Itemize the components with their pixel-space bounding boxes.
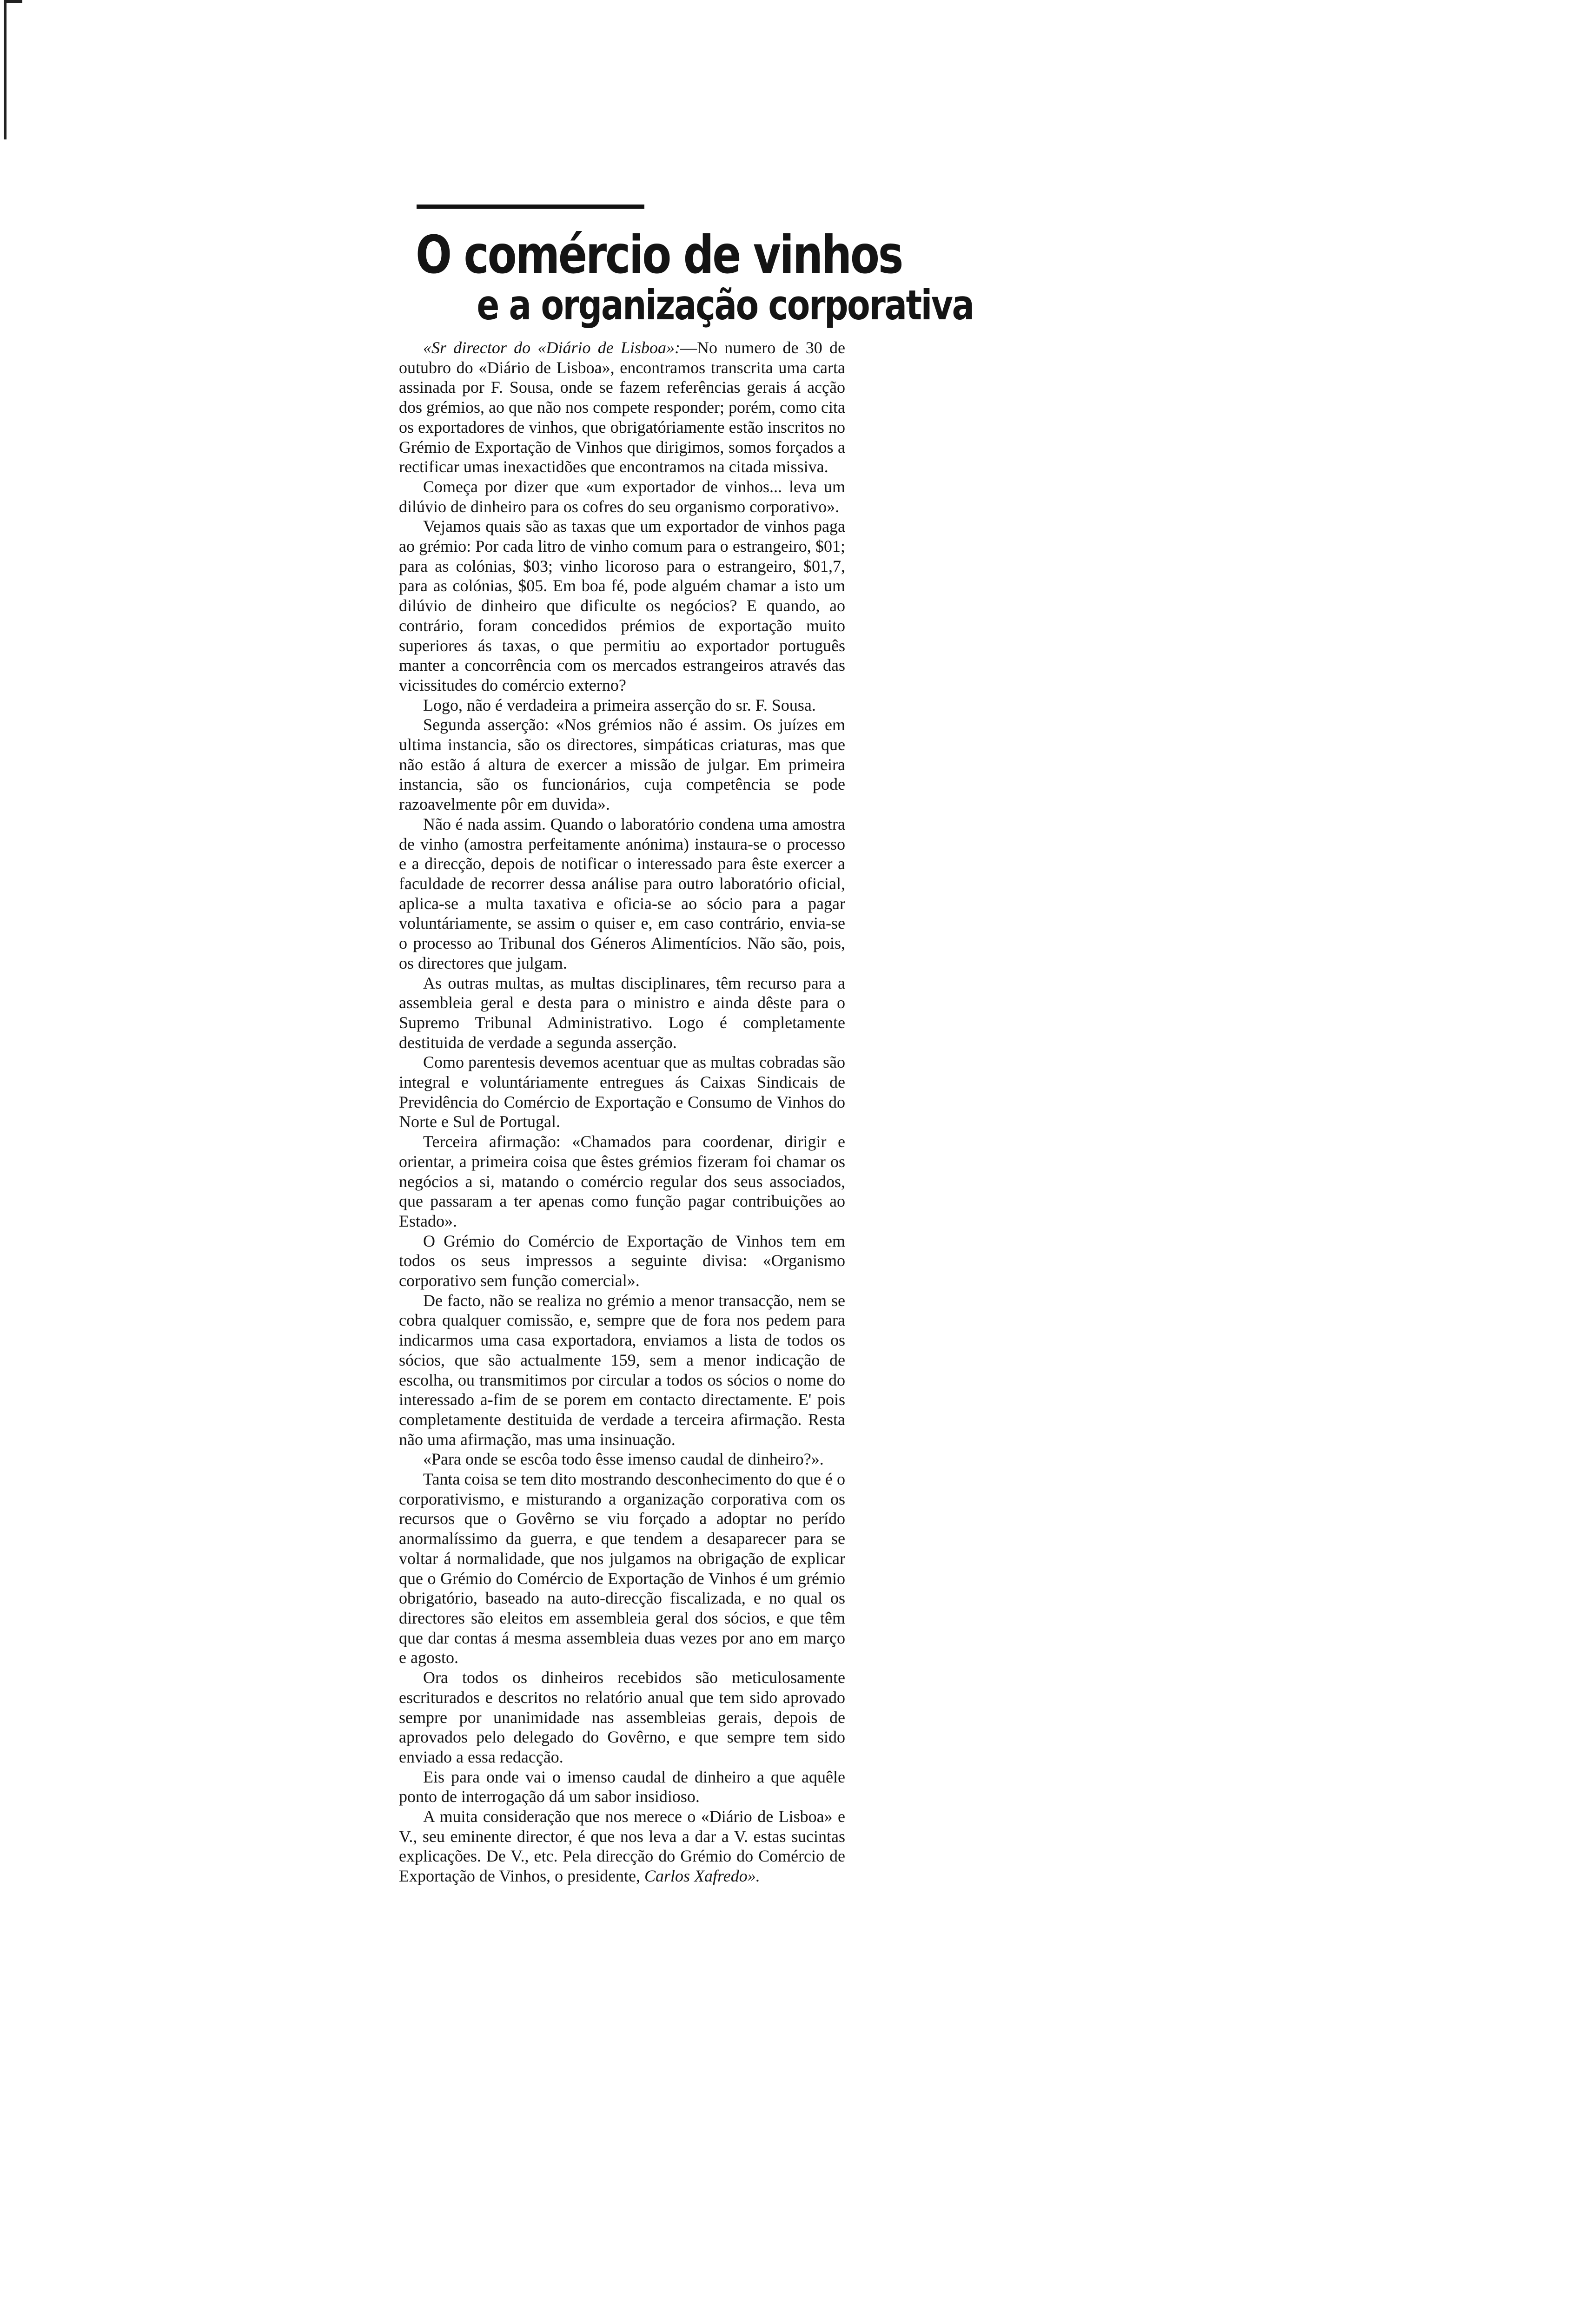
page-corner-mark [4, 0, 22, 3]
article-paragraph: Começa por dizer que «um exportador de vinhos... leva um dilúvio de dinheiro para os cofres do seu organismo corporativo». [399, 477, 845, 516]
article-paragraph [399, 1807, 845, 1886]
article-paragraph: «Para onde se escôa todo êsse imenso caudal de dinheiro?». [423, 1450, 824, 1469]
page-left-edge [4, 0, 7, 139]
article-paragraph [399, 338, 845, 477]
article-body [399, 338, 845, 1886]
article-paragraph: Logo, não é verdadeira a primeira asserção do sr. F. Sousa. [423, 695, 816, 714]
article-paragraph: Terceira afirmação: «Chamados para coordenar, dirigir e orientar, a primeira coisa que êstes grémios fizeram foi chamar os negócios a si, matando o comércio regular dos seus associados, que passaram a ter apenas como função pagar contribuições ao Estado». [399, 1132, 845, 1230]
article-subheadline: e a organização corporativa [477, 281, 974, 329]
article-headline: O comércio de vinhos [416, 225, 902, 285]
article-paragraph: Tanta coisa se tem dito mostrando desconhecimento do que é o corporativismo, e misturando a organização corporativa com os recursos que o Govêrno se viu forçado a adoptar no perído anormalíssimo da guerra, e que tendem a desaparecer para se voltar á normalidade, que nos julgamos na obrigação de explicar que o Grémio do Comércio de Exportação de Vinhos é um grémio obrigatório, baseado na auto-direcção fiscalizada, e no qual os directores são eleitos em assembleia geral dos sócios, e que têm que dar contas á mesma assembleia duas vezes por ano em março e agosto. [399, 1470, 845, 1667]
article-paragraph: Ora todos os dinheiros recebidos são meticulosamente escriturados e descritos no relatório anual que tem sido aprovado sempre por unanimidade nas assembleias gerais, depois de aprovados pelo delegado do Govêrno, e que sempre tem sido enviado a essa redacção. [399, 1668, 845, 1766]
article-paragraph: O Grémio do Comércio de Exportação de Vinhos tem em todos os seus impressos a seguinte divisa: «Organismo corporativo sem função comercial». [399, 1231, 845, 1290]
article-paragraph: De facto, não se realiza no grémio a menor transacção, nem se cobra qualquer comissão, e, sempre que de fora nos pedem para indicarmos uma casa exportadora, enviamos a lista de todos os sócios, que são actualmente 159, sem a menor indicação de escolha, ou transmitimos por circular a todos os sócios o nome do interessado a-fim de se porem em contacto directamente. E' pois completamente destituida de verdade a terceira afirmação. Resta não uma afirmação, mas uma insinuação. [399, 1291, 845, 1449]
signature: Carlos Xafredo». [644, 1867, 760, 1886]
article-paragraph: Eis para onde vai o imenso caudal de dinheiro a que aquêle ponto de interrogação dá um sabor insidioso. [399, 1767, 845, 1806]
salutation: «Sr director do «Diário de Lisboa»: [423, 338, 680, 357]
article-paragraph: Como parentesis devemos acentuar que as multas cobradas são integral e voluntáriamente entregues ás Caixas Sindicais de Previdência do Comércio de Exportação e Consumo de Vinhos do Norte e Sul de Portugal. [399, 1053, 845, 1131]
article-paragraph: As outras multas, as multas disciplinares, têm recurso para a assembleia geral e desta para o ministro e ainda dêste para o Supremo Tribunal Administrativo. Logo é completamente destituida de verdade a segunda asserção. [399, 973, 845, 1052]
article-paragraph: Vejamos quais são as taxas que um exportador de vinhos paga ao grémio: Por cada litro de vinho comum para o estrangeiro, $01; para as colónias, $03; vinho licoroso para o estrangeiro, $01,7, para as colónias, $05. Em boa fé, pode alguém chamar a isto um dilúvio de dinheiro que dificulte os negócios? E quando, ao contrário, foram concedidos prémios de exportação muito superiores ás taxas, o que permitiu ao exportador português manter a concorrência com os mercados estrangeiros através das vicissitudes do comércio externo? [399, 517, 845, 694]
article-paragraph: Não é nada assim. Quando o laboratório condena uma amostra de vinho (amostra perfeitamente anónima) instaura-se o processo e a direcção, depois de notificar o interessado para êste exercer a faculdade de recorrer dessa análise para outro laboratório oficial, aplica-se a multa taxativa e oficia-se ao sócio para a pagar voluntáriamente, se assim o quiser e, em caso contrário, envia-se o processo ao Tribunal dos Géneros Alimentícios. Não são, pois, os directores que julgam. [399, 814, 845, 972]
article-paragraph: Segunda asserção: «Nos grémios não é assim. Os juízes em ultima instancia, são os directores, simpáticas criaturas, mas que não estão á altura de exercer a missão de julgar. Em primeira instancia, são os funcionários, cuja competência se pode razoavelmente pôr em duvida». [399, 715, 845, 814]
paragraph-text: —No numero de 30 de outubro do «Diário de Lisboa», encontramos transcrita uma carta assinada por F. Sousa, onde se fazem referências gerais á acção dos grémios, ao que não nos compete responder; porém, como cita os exportadores de vinhos, que obrigatóriamente estão inscritos no Grémio de Exportação de Vinhos que dirigimos, somos forçados a rectificar umas inexactidões que encontramos na citada missiva. [399, 338, 845, 476]
paragraph-text: A muita consideração que nos merece o «Diário de Lisboa» e V., seu eminente director, é que nos leva a dar a V. estas sucintas explicações. De V., etc. Pela direcção do Grémio do Comércio de Exportação de Vinhos, o presidente, [399, 1807, 845, 1886]
newspaper-article [399, 205, 974, 1886]
headline-rule [417, 205, 644, 209]
